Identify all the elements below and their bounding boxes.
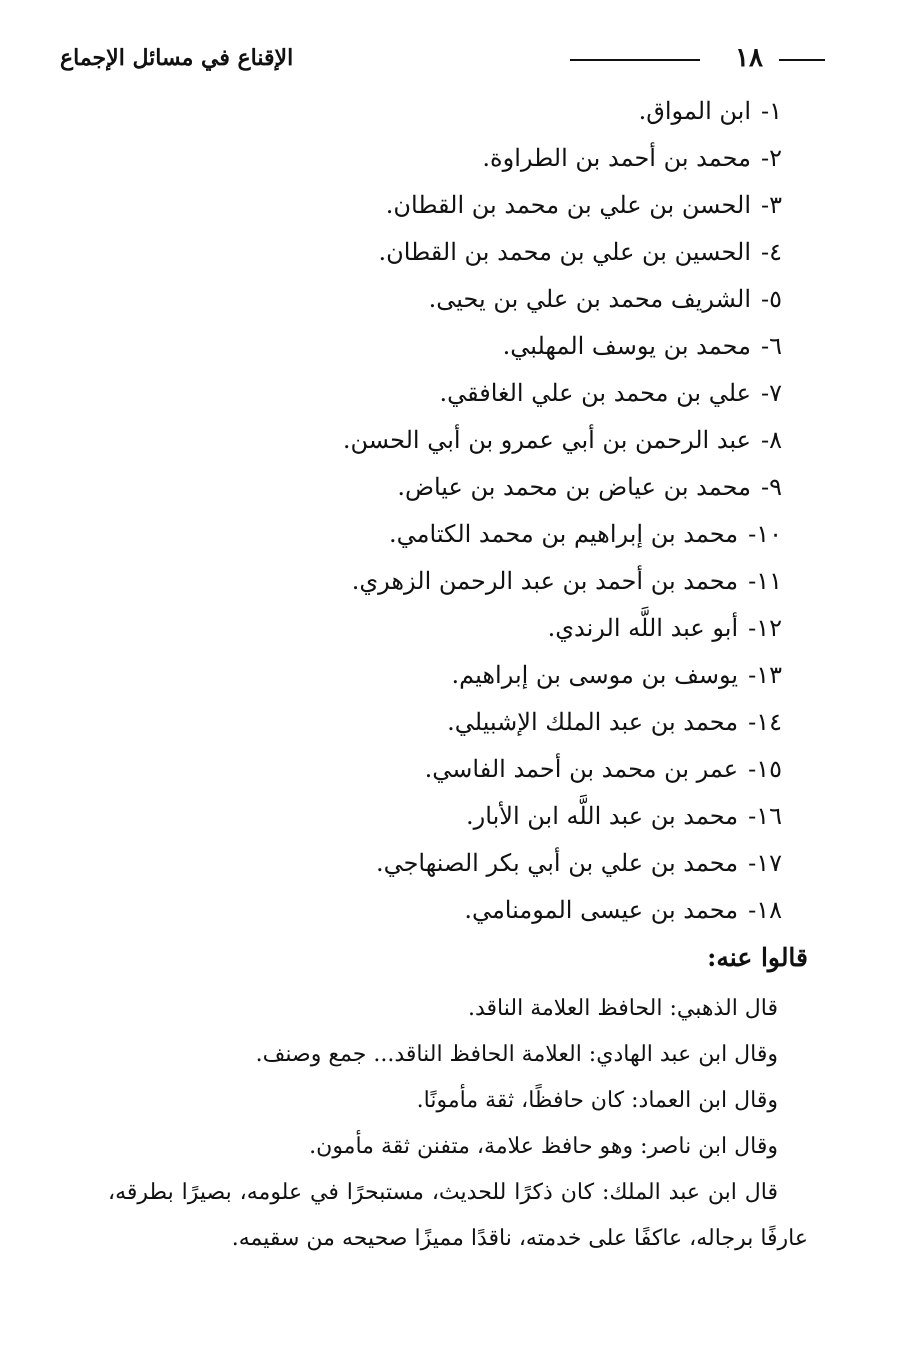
- item-name: يوسف بن موسى بن إبراهيم.: [451, 661, 739, 689]
- quote-text: العلامة الحافظ الناقد... جمع وصنف.: [255, 1042, 582, 1067]
- header-rule-middle: [570, 59, 700, 61]
- item-number: ١: [769, 97, 782, 125]
- item-name: محمد بن إبراهيم بن محمد الكتامي.: [389, 520, 739, 548]
- quote-speaker: وقال ابن عبد الهادي: [596, 1042, 778, 1067]
- item-name: محمد بن علي بن أبي بكر الصنهاجي.: [375, 849, 739, 877]
- item-name: الحسين بن علي بن محمد بن القطان.: [378, 238, 751, 266]
- page-number: ١٨: [735, 43, 763, 73]
- quote-text: الحافظ العلامة الناقد.: [467, 996, 663, 1021]
- quote-speaker: وقال ابن ناصر: [647, 1134, 778, 1159]
- quote-text: وهو حافظ علامة، متفنن ثقة مأمون.: [309, 1134, 634, 1159]
- list-item: ١٣-يوسف بن موسى بن إبراهيم.: [162, 652, 782, 699]
- quote-line: وقال ابن ناصر: وهو حافظ علامة، متفنن ثقة مأمون.: [309, 1134, 778, 1159]
- list-item: ١٤-محمد بن عبد الملك الإشبيلي.: [162, 699, 782, 746]
- item-number: ١٣: [756, 661, 782, 689]
- list-item: ١٧-محمد بن علي بن أبي بكر الصنهاجي.: [162, 840, 782, 887]
- item-number: ١٢: [756, 614, 782, 642]
- quote-text: كان حافظًا، ثقة مأمونًا.: [416, 1088, 625, 1113]
- book-title: الإقناع في مسائل الإجماع: [60, 45, 294, 71]
- list-item: ٧-علي بن محمد بن علي الغافقي.: [162, 370, 782, 417]
- list-item: ٢-محمد بن أحمد بن الطراوة.: [162, 135, 782, 182]
- students-list: [162, 88, 782, 934]
- quote-speaker: وقال ابن العماد: [638, 1088, 778, 1113]
- list-item: ١٥-عمر بن محمد بن أحمد الفاسي.: [162, 746, 782, 793]
- item-number: ٤: [769, 238, 782, 266]
- item-number: ٦: [769, 332, 782, 360]
- item-number: ١١: [756, 567, 782, 595]
- list-item: ٣-الحسن بن علي بن محمد بن القطان.: [162, 182, 782, 229]
- list-item: ١-ابن المواق.: [162, 88, 782, 135]
- quote-line: وقال ابن العماد: كان حافظًا، ثقة مأمونًا.: [416, 1088, 778, 1113]
- list-item: ٤-الحسين بن علي بن محمد بن القطان.: [162, 229, 782, 276]
- item-number: ٣: [769, 191, 782, 219]
- quote-text: كان ذكرًا للحديث، مستبحرًا في علومه، بصيرًا بطرقه، عارفًا برجاله، عاكفًا على خدمته، ناقدًا مميزًا صحيحه من سقيمه.: [108, 1180, 808, 1251]
- item-number: ١٨: [756, 896, 782, 924]
- item-number: ٢: [769, 144, 782, 172]
- item-name: الحسن بن علي بن محمد بن القطان.: [385, 191, 751, 219]
- item-name: أبو عبد اللَّه الرندي.: [547, 614, 739, 642]
- item-name: محمد بن أحمد بن الطراوة.: [482, 144, 751, 172]
- item-number: ٨: [769, 426, 782, 454]
- quote-line: وقال ابن عبد الهادي: العلامة الحافظ الناقد... جمع وصنف.: [255, 1042, 778, 1067]
- item-name: محمد بن عبد اللَّه ابن الأبار.: [466, 802, 739, 830]
- list-item: ١٠-محمد بن إبراهيم بن محمد الكتامي.: [162, 511, 782, 558]
- item-name: الشريف محمد بن علي بن يحيى.: [428, 285, 751, 313]
- quote-line: قال الذهبي: الحافظ العلامة الناقد.: [467, 996, 778, 1021]
- list-item: ١٨-محمد بن عيسى المومنامي.: [162, 887, 782, 934]
- header-rule-right: [779, 59, 825, 61]
- item-name: علي بن محمد بن علي الغافقي.: [439, 379, 751, 407]
- section-heading: قالوا عنه:: [707, 943, 808, 972]
- list-item: ٦-محمد بن يوسف المهلبي.: [162, 323, 782, 370]
- item-number: ٧: [769, 379, 782, 407]
- quotes-block: [108, 986, 808, 1262]
- final-paragraph: قال ابن عبد الملك: كان ذكرًا للحديث، مستبحرًا في علومه، بصيرًا بطرقه، عارفًا برجاله، عاكفًا على خدمته، ناقدًا مميزًا صحيحه من سقيمه.: [108, 1180, 808, 1251]
- list-item: ١١-محمد بن أحمد بن عبد الرحمن الزهري.: [162, 558, 782, 605]
- item-number: ١٠: [756, 520, 782, 548]
- item-number: ٥: [769, 285, 782, 313]
- quote-speaker: قال ابن عبد الملك: [609, 1180, 778, 1205]
- list-item: ٩-محمد بن عياض بن محمد بن عياض.: [162, 464, 782, 511]
- item-name: محمد بن أحمد بن عبد الرحمن الزهري.: [351, 567, 739, 595]
- quote-speaker: قال الذهبي: [676, 996, 778, 1021]
- item-name: عمر بن محمد بن أحمد الفاسي.: [424, 755, 739, 783]
- item-name: عبد الرحمن بن أبي عمرو بن أبي الحسن.: [342, 426, 751, 454]
- list-item: ٥-الشريف محمد بن علي بن يحيى.: [162, 276, 782, 323]
- item-number: ١٥: [756, 755, 782, 783]
- item-name: محمد بن عبد الملك الإشبيلي.: [447, 708, 739, 736]
- item-name: محمد بن يوسف المهلبي.: [502, 332, 751, 360]
- item-number: ٩: [769, 473, 782, 501]
- list-item: ١٢-أبو عبد اللَّه الرندي.: [162, 605, 782, 652]
- item-number: ١٤: [756, 708, 782, 736]
- list-item: ١٦-محمد بن عبد اللَّه ابن الأبار.: [162, 793, 782, 840]
- item-number: ١٦: [756, 802, 782, 830]
- list-item: ٨-عبد الرحمن بن أبي عمرو بن أبي الحسن.: [162, 417, 782, 464]
- item-name: ابن المواق.: [638, 97, 751, 125]
- running-header: [60, 38, 825, 78]
- item-number: ١٧: [756, 849, 782, 877]
- item-name: محمد بن عياض بن محمد بن عياض.: [397, 473, 751, 501]
- item-name: محمد بن عيسى المومنامي.: [464, 896, 739, 924]
